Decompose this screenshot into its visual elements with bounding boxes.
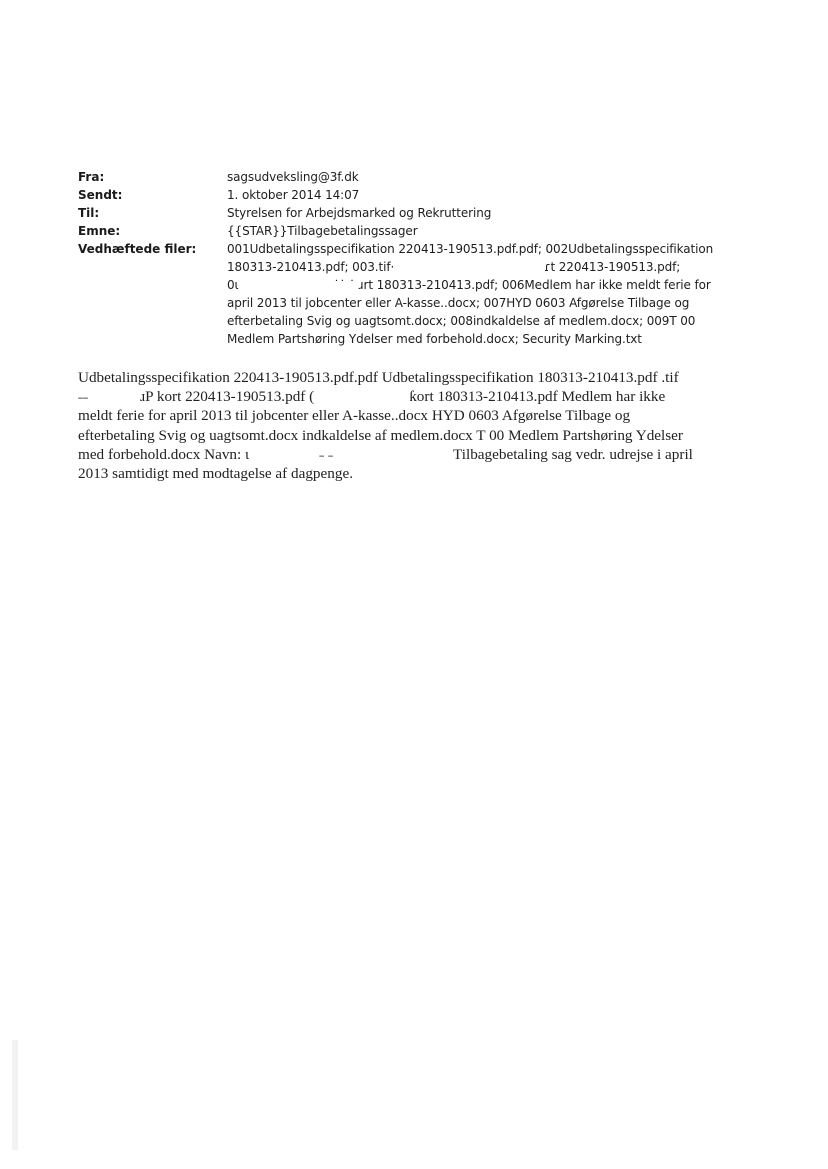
attachments-line [227,330,738,348]
body-line [78,406,732,425]
from-label: Fra: [78,170,105,184]
body-text: efterbetaling Svig og uagtsomt.docx indkaldelse af medlem.docx T 00 Medlem Partshøring Ydelser [78,426,683,444]
body-text: 2013 samtidigt med modtagelse af dagpenge. [78,465,353,483]
body-line [78,387,732,406]
to-label: Til: [78,206,100,220]
attachments-text: 180313-210413.pdf; 003.tif· [227,260,395,274]
attachments-text: Medlem Partshøring Ydelser med forbehold.docx; Security Marking.txt [227,332,642,346]
attachments-line [227,240,738,258]
body-text: ƙort 180313-210413.pdf Medlem har ikke [409,388,666,406]
body-line [78,368,732,387]
to-row [78,204,738,222]
body-text: ɹP kort 220413-190513.pdf ( [140,388,315,406]
email-body [78,368,732,483]
body-text: Tilbagebetaling sag vedr. udrejse i april [453,445,693,463]
scan-edge-artifact [12,1040,18,1150]
body-text: Udbetalingsspecifikation 220413-190513.pdf.pdf Udbetalingsspecifikation 180313-210413.pdf .tif [78,369,679,386]
attachments-text: 001Udbetalingsspecifikation 220413-190513.pdf.pdf; 002Udbetalingsspecifikation [227,242,714,256]
attachments-list [227,240,738,348]
sent-row [78,186,738,204]
subject-row [78,222,738,240]
attachments-line [227,294,738,312]
attachments-text: april 2013 til jobcenter eller A-kasse..docx; 007HYD 0603 Afgørelse Tilbage og [227,296,690,310]
attachments-row [78,240,738,348]
attachments-line [227,276,738,294]
body-text: med forbehold.docx Navn: ι [78,445,250,463]
body-line [78,426,732,445]
from-value: sagsudveksling@3f.dk [227,170,359,184]
attachments-text: 0ι [227,278,239,292]
body-line [78,445,732,464]
body-text: ˗˗ [78,388,89,406]
subject-label: Emne: [78,224,121,238]
to-value: Styrelsen for Arbejdsmarked og Rekruttering [227,206,492,220]
attachments-text: ˙˙ ˙ ɹrt 180313-210413.pdf; 006Medlem har ikke meldt ferie for [333,278,711,292]
attachments-line [227,258,738,276]
from-row [78,168,738,186]
attachments-line [227,312,738,330]
sent-value: 1. oktober 2014 14:07 [227,188,360,202]
attachments-text: ɾt 220413-190513.pdf; [544,260,681,274]
subject-value: {{STAR}}Tilbagebetalingssager [227,224,418,238]
body-text: meldt ferie for april 2013 til jobcenter eller A-kasse..docx HYD 0603 Afgørelse Tilbage og [78,407,631,425]
email-header [78,168,738,348]
body-line [78,464,732,483]
attachments-label: Vedhæftede filer: [78,242,197,256]
sent-label: Sendt: [78,188,123,202]
body-text: ˗ ˗ [319,445,334,463]
attachments-text: efterbetaling Svig og uagtsomt.docx; 008indkaldelse af medlem.docx; 009T 00 [227,314,696,328]
